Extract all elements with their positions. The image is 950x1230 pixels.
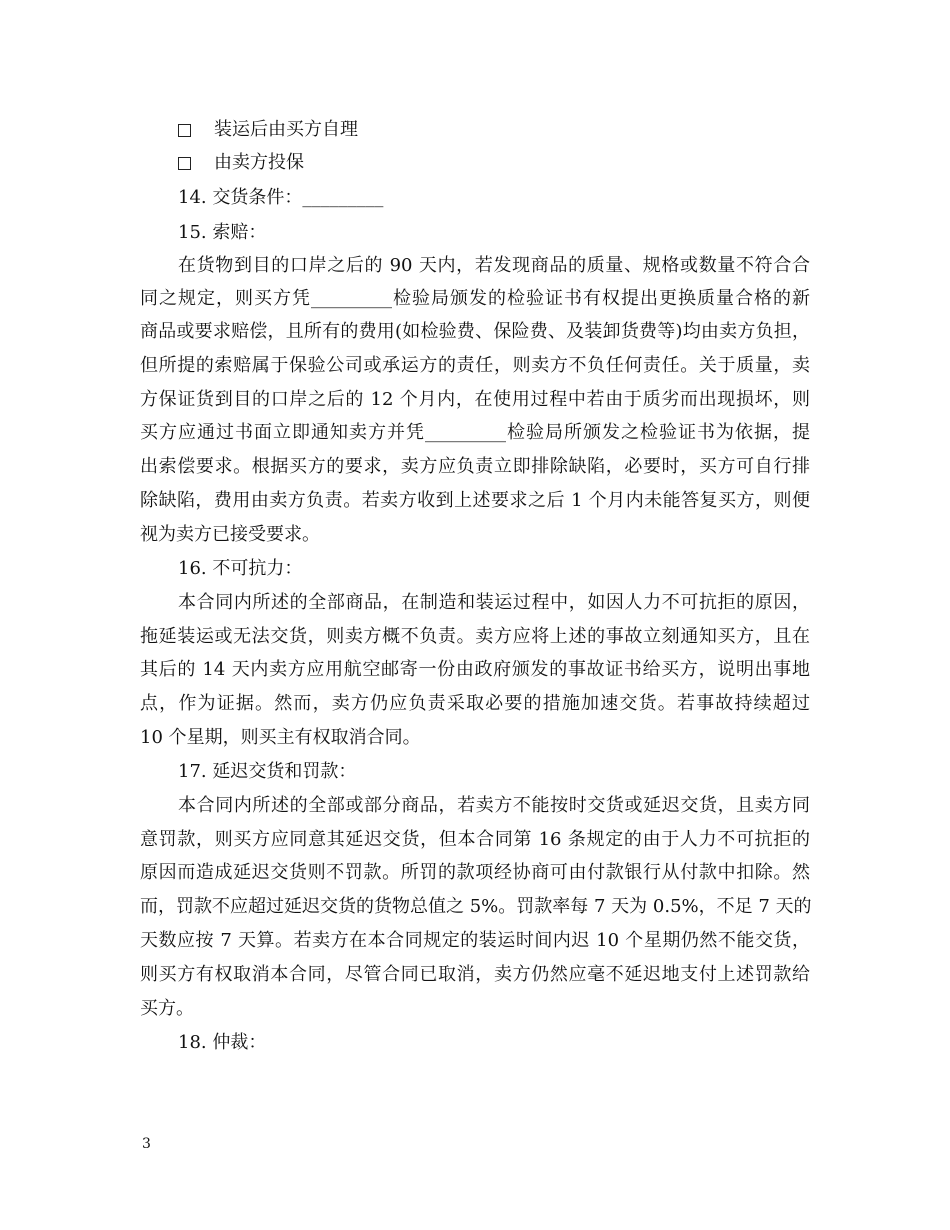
option-label: 由卖方投保 (214, 152, 304, 173)
paragraph-line: 视为卖方已接受要求。 (140, 524, 320, 545)
paragraph-line: 而，罚款不应超过延迟交货的货物总值之 5%。罚款率每 7 天为 0.5%，不足 7 天的 (140, 896, 812, 917)
paragraph-line: 10 个星期，则买主有权取消合同。 (140, 727, 421, 748)
checkbox-icon[interactable] (178, 157, 191, 170)
paragraph-line: 除缺陷，费用由卖方负责。若卖方收到上述要求之后 1 个月内未能答复买方，则便 (140, 490, 810, 511)
paragraph-line: 方保证货到目的口岸之后的 12 个月内，在使用过程中若由于质劣而出现损坏，则 (140, 389, 810, 410)
paragraph-line: 在货物到目的口岸之后的 90 天内，若发现商品的质量、规格或数量不符合合 (178, 255, 810, 276)
delivery-terms-line: 14. 交货条件：_________ (178, 187, 384, 208)
paragraph-line: 但所提的索赔属于保验公司或承运方的责任，则卖方不负任何责任。关于质量，卖 (140, 355, 810, 376)
paragraph-line: 本合同内所述的全部或部分商品，若卖方不能按时交货或延迟交货，且卖方同 (178, 795, 810, 816)
paragraph-line: 买方应通过书面立即通知卖方并凭_________检验局所颁发之检验证书为依据，提 (140, 422, 810, 443)
section-heading: 18. 仲裁： (178, 1032, 267, 1053)
section-heading: 16. 不可抗力： (178, 558, 303, 579)
section-heading: 17. 延迟交货和罚款： (178, 761, 357, 782)
page-number: 3 (142, 1136, 151, 1152)
paragraph-line: 拖延装运或无法交货，则卖方概不负责。卖方应将上述的事故立刻通知买方，且在 (140, 626, 810, 647)
checkbox-icon[interactable] (178, 124, 191, 137)
paragraph-line: 天数应按 7 天算。若卖方在本合同规定的装运时间内迟 10 个星期仍然不能交货， (140, 930, 810, 951)
paragraph-line: 意罚款，则买方应同意其延迟交货，但本合同第 16 条规定的由于人力不可抗拒的 (140, 829, 810, 850)
option-label: 装运后由买方自理 (214, 119, 358, 140)
paragraph-line: 其后的 14 天内卖方应用航空邮寄一份由政府颁发的事故证书给买方，说明出事地 (140, 659, 810, 680)
paragraph-line: 同之规定，则买方凭_________检验局颁发的检验证书有权提出更换质量合格的新 (140, 288, 810, 309)
paragraph-line: 买方。 (140, 998, 194, 1019)
paragraph-line: 原因而造成延迟交货则不罚款。所罚的款项经协商可由付款银行从付款中扣除。然 (140, 862, 810, 883)
paragraph-line: 本合同内所述的全部商品，在制造和装运过程中，如因人力不可抗拒的原因， (178, 592, 810, 613)
paragraph-line: 则买方有权取消本合同，尽管合同已取消，卖方仍然应毫不延迟地支付上述罚款给 (140, 964, 810, 985)
section-heading: 15. 索赔： (178, 222, 267, 243)
paragraph-line: 商品或要求赔偿，且所有的费用(如检验费、保险费、及装卸货费等)均由卖方负担， (140, 321, 810, 342)
paragraph-line: 出索偿要求。根据买方的要求，卖方应负责立即排除缺陷，必要时，买方可自行排 (140, 456, 810, 477)
paragraph-line: 点，作为证据。然而，卖方仍应负责采取必要的措施加速交货。若事故持续超过 (140, 693, 810, 714)
